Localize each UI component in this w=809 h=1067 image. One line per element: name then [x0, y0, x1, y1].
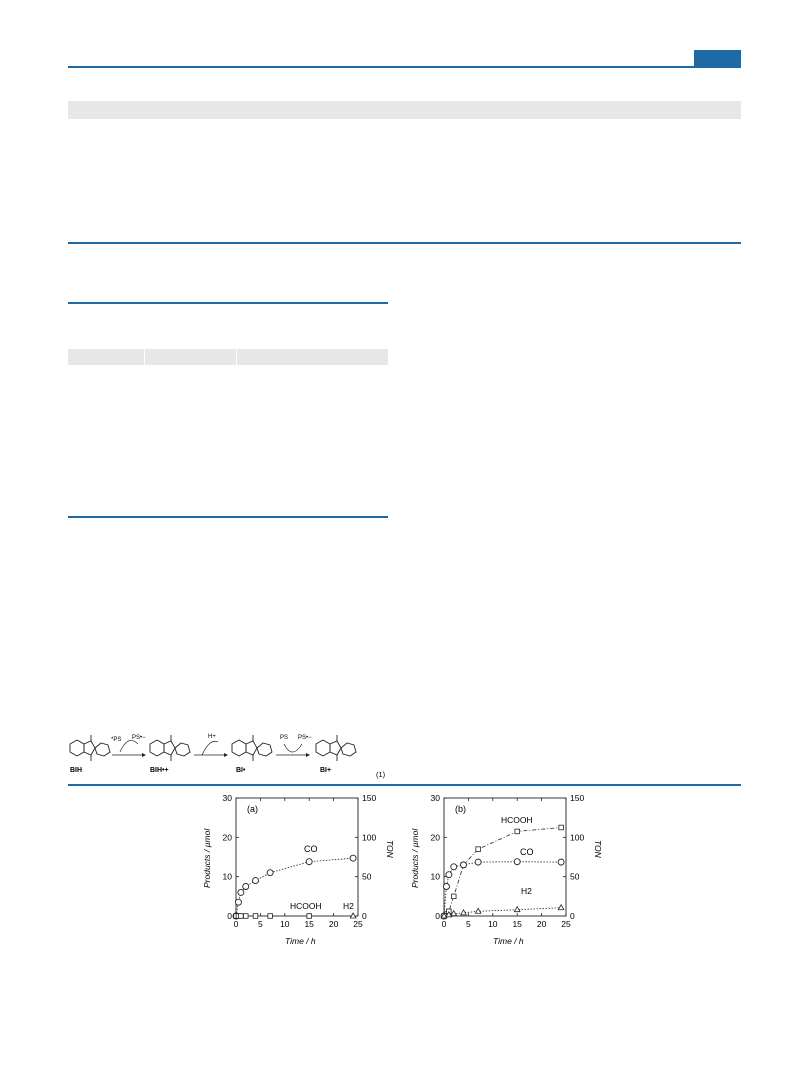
x-tick-label: 5: [466, 919, 471, 929]
x-tick-label: 10: [488, 919, 498, 929]
series-line-co: [444, 862, 561, 916]
arrow-label-ps-reduced-1: PS•−: [132, 735, 146, 741]
data-point-co: [238, 889, 244, 895]
table-header-bar-left: [68, 349, 388, 365]
arrow-label-proton: H+: [208, 734, 216, 740]
annotation-co: CO: [304, 844, 318, 854]
table-header-cell-2: [144, 349, 237, 365]
y2-tick-label: 0: [570, 911, 575, 921]
y-tick-label: 20: [430, 832, 440, 843]
y-tick-label: 30: [222, 793, 232, 803]
data-point-co: [267, 870, 273, 876]
y-tick-label: 0: [227, 911, 232, 921]
data-point-h2: [514, 907, 520, 912]
data-point-hcooh: [515, 829, 520, 834]
y-tick-label: 20: [222, 832, 232, 843]
data-point-co: [451, 864, 457, 870]
data-point-co: [558, 859, 564, 865]
y2-axis-title: TON: [593, 840, 603, 858]
y-axis-title: Products / µmol: [202, 828, 212, 888]
table-header-bar-top: [68, 101, 741, 119]
data-point-co: [350, 855, 356, 861]
data-point-hcooh: [451, 894, 456, 899]
molecule-bi-cation: [316, 735, 356, 761]
y2-axis-title: TON: [385, 840, 395, 858]
arrow-label-ps: PS: [280, 735, 289, 741]
molecule-bi-radical: [232, 735, 272, 761]
annotation-hcooh: HCOOH: [501, 815, 533, 825]
x-axis-title: Time / h: [493, 936, 524, 946]
arrow-label-ps-excited: *PS: [111, 737, 122, 743]
y2-tick-label: 50: [362, 871, 372, 882]
data-point-co: [514, 859, 520, 865]
plot-frame: [236, 798, 358, 916]
header-rule: [68, 66, 741, 68]
arrow-label-ps-reduced-2: PS•−: [298, 735, 312, 741]
y-tick-label: 30: [430, 793, 440, 803]
data-point-h2: [558, 905, 564, 910]
x-tick-label: 20: [328, 919, 339, 929]
x-tick-label: 5: [258, 919, 263, 929]
data-point-hcooh: [268, 914, 273, 919]
figure-top-rule: [68, 784, 741, 786]
compound-label-bih-radical-cation: BIH•+: [150, 767, 169, 774]
annotation-h2: H2: [521, 886, 532, 896]
x-tick-label: 25: [353, 919, 363, 929]
annotation-h2: H2: [343, 901, 354, 911]
data-point-co: [443, 884, 449, 890]
table-top-rule: [68, 302, 388, 304]
x-tick-label: 25: [561, 919, 571, 929]
annotation-co: CO: [520, 847, 534, 857]
y-tick-label: 10: [430, 871, 440, 882]
compound-label-bi-cation: BI+: [320, 767, 332, 774]
x-tick-label: 15: [304, 919, 314, 929]
molecule-bih: [70, 735, 110, 761]
chart-panel-a: [190, 788, 400, 950]
y2-tick-label: 100: [362, 832, 377, 843]
reaction-scheme: [62, 722, 402, 780]
y2-tick-label: 0: [362, 911, 367, 921]
header-accent-block: [694, 50, 741, 66]
data-point-h2: [475, 908, 481, 913]
data-point-co: [461, 862, 467, 868]
y2-tick-label: 100: [570, 832, 585, 843]
y-axis-title: Products / µmol: [410, 828, 420, 888]
x-axis-title: Time / h: [285, 936, 316, 946]
x-tick-label: 20: [536, 919, 547, 929]
data-point-hcooh: [239, 914, 244, 919]
x-tick-label: 0: [233, 919, 239, 929]
data-point-co: [306, 859, 312, 865]
y2-tick-label: 150: [570, 793, 585, 803]
table-bottom-rule: [68, 516, 388, 518]
x-tick-label: 15: [512, 919, 522, 929]
data-point-co: [475, 859, 481, 865]
series-line-hcooh: [444, 828, 561, 917]
data-point-co: [253, 878, 259, 884]
data-point-hcooh: [243, 914, 248, 919]
equation-number: (1): [376, 770, 386, 779]
data-point-hcooh: [559, 825, 564, 830]
y2-tick-label: 50: [570, 871, 580, 882]
x-tick-label: 10: [280, 919, 290, 929]
data-point-hcooh: [253, 914, 258, 919]
compound-label-bi-radical: BI•: [236, 767, 246, 774]
x-tick-label: 0: [441, 919, 447, 929]
data-point-co: [235, 899, 241, 905]
panel-label: (b): [455, 804, 466, 814]
molecule-bih-radical-cation: [150, 735, 190, 761]
panel-label: (a): [247, 804, 258, 814]
data-point-co: [446, 872, 452, 878]
data-point-hcooh: [307, 914, 312, 919]
data-point-hcooh: [476, 847, 481, 852]
data-point-co: [243, 884, 249, 890]
y-tick-label: 10: [222, 871, 232, 882]
table-header-cell-1: [68, 349, 145, 365]
compound-label-bih: BIH: [70, 767, 83, 774]
data-point-h2: [350, 913, 356, 918]
y2-tick-label: 150: [362, 793, 377, 803]
y-tick-label: 0: [435, 911, 440, 921]
section-rule-1: [68, 242, 741, 244]
annotation-hcooh: HCOOH: [290, 901, 322, 911]
chart-panel-b: [398, 788, 608, 950]
